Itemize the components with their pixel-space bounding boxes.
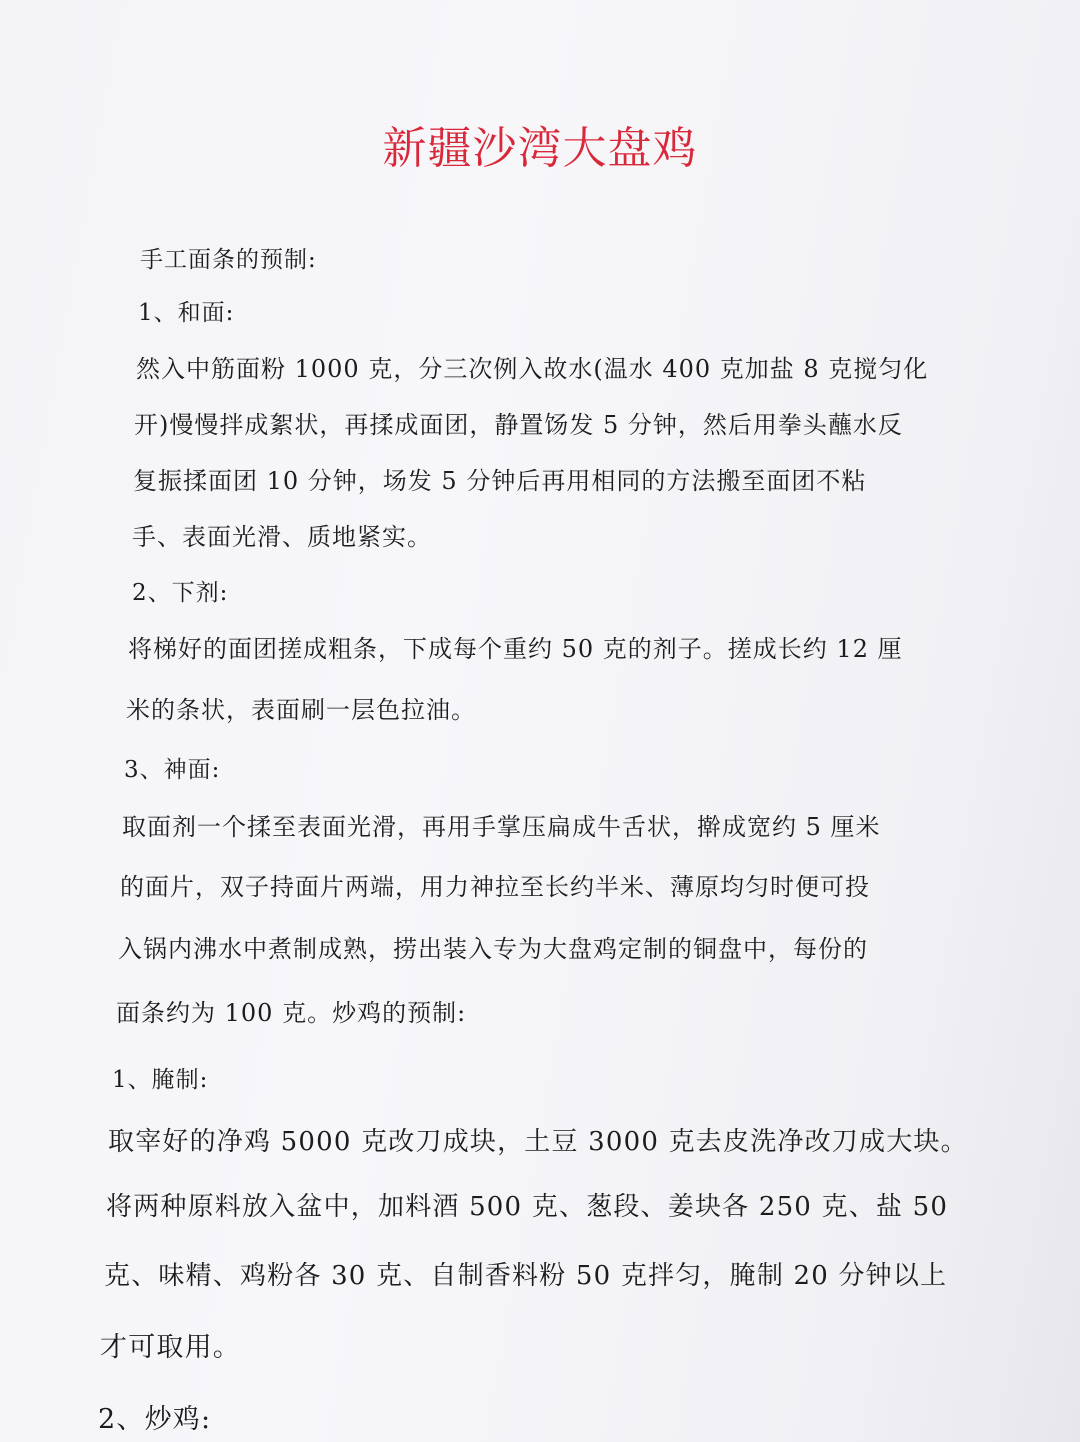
paragraph-line: 面条约为 100 克。炒鸡的预制:	[116, 999, 467, 1027]
paragraph-line: 将两种原料放入盆中，加料酒 500 克、葱段、姜块各 250 克、盐 50	[106, 1192, 949, 1222]
paragraph-line: 入锅内沸水中煮制成熟，捞出装入专为大盘鸡定制的铜盘中，每份的	[118, 935, 868, 963]
section-heading-noodle-prep: 手工面条的预制:	[140, 247, 317, 273]
paragraph-line: 的面片，双子持面片两端，用力神拉至长约半米、薄原均匀时便可投	[120, 873, 870, 901]
paragraph-line: 将梯好的面团搓成粗条，下成每个重约 50 克的剂子。搓成长约 12 厘	[128, 635, 903, 663]
step-heading-stir-fry: 2、炒鸡:	[98, 1404, 212, 1435]
paragraph-line: 复振揉面团 10 分钟，场发 5 分钟后再用相同的方法搬至面团不粘	[133, 467, 867, 495]
paragraph-line: 开)慢慢拌成絮状，再揉成面团，静置饧发 5 分钟，然后用拳头蘸水反	[134, 411, 903, 439]
step-heading-stretch: 3、神面:	[124, 757, 221, 783]
step-heading-portion: 2、下剂:	[132, 580, 229, 606]
step-heading-knead: 1、和面:	[138, 300, 235, 326]
step-heading-marinate: 1、腌制:	[112, 1067, 209, 1093]
paragraph-line: 才可取用。	[100, 1332, 241, 1363]
paragraph-line: 克、味精、鸡粉各 30 克、自制香料粉 50 克拌匀，腌制 20 分钟以上	[104, 1261, 948, 1291]
paragraph-line: 然入中筋面粉 1000 克，分三次例入故水(温水 400 克加盐 8 克搅匀化	[136, 355, 929, 383]
paragraph-line: 取宰好的净鸡 5000 克改刀成块，土豆 3000 克去皮洗净改刀成大块。	[108, 1127, 968, 1157]
document-title: 新疆沙湾大盘鸡	[382, 123, 698, 174]
paragraph-line: 手、表面光滑、质地紧实。	[132, 523, 432, 551]
paragraph-line: 取面剂一个揉至表面光滑，再用手掌压扁成牛舌状，擀成宽约 5 厘米	[122, 813, 881, 841]
paragraph-line: 米的条状，表面刷一层色拉油。	[126, 696, 476, 724]
